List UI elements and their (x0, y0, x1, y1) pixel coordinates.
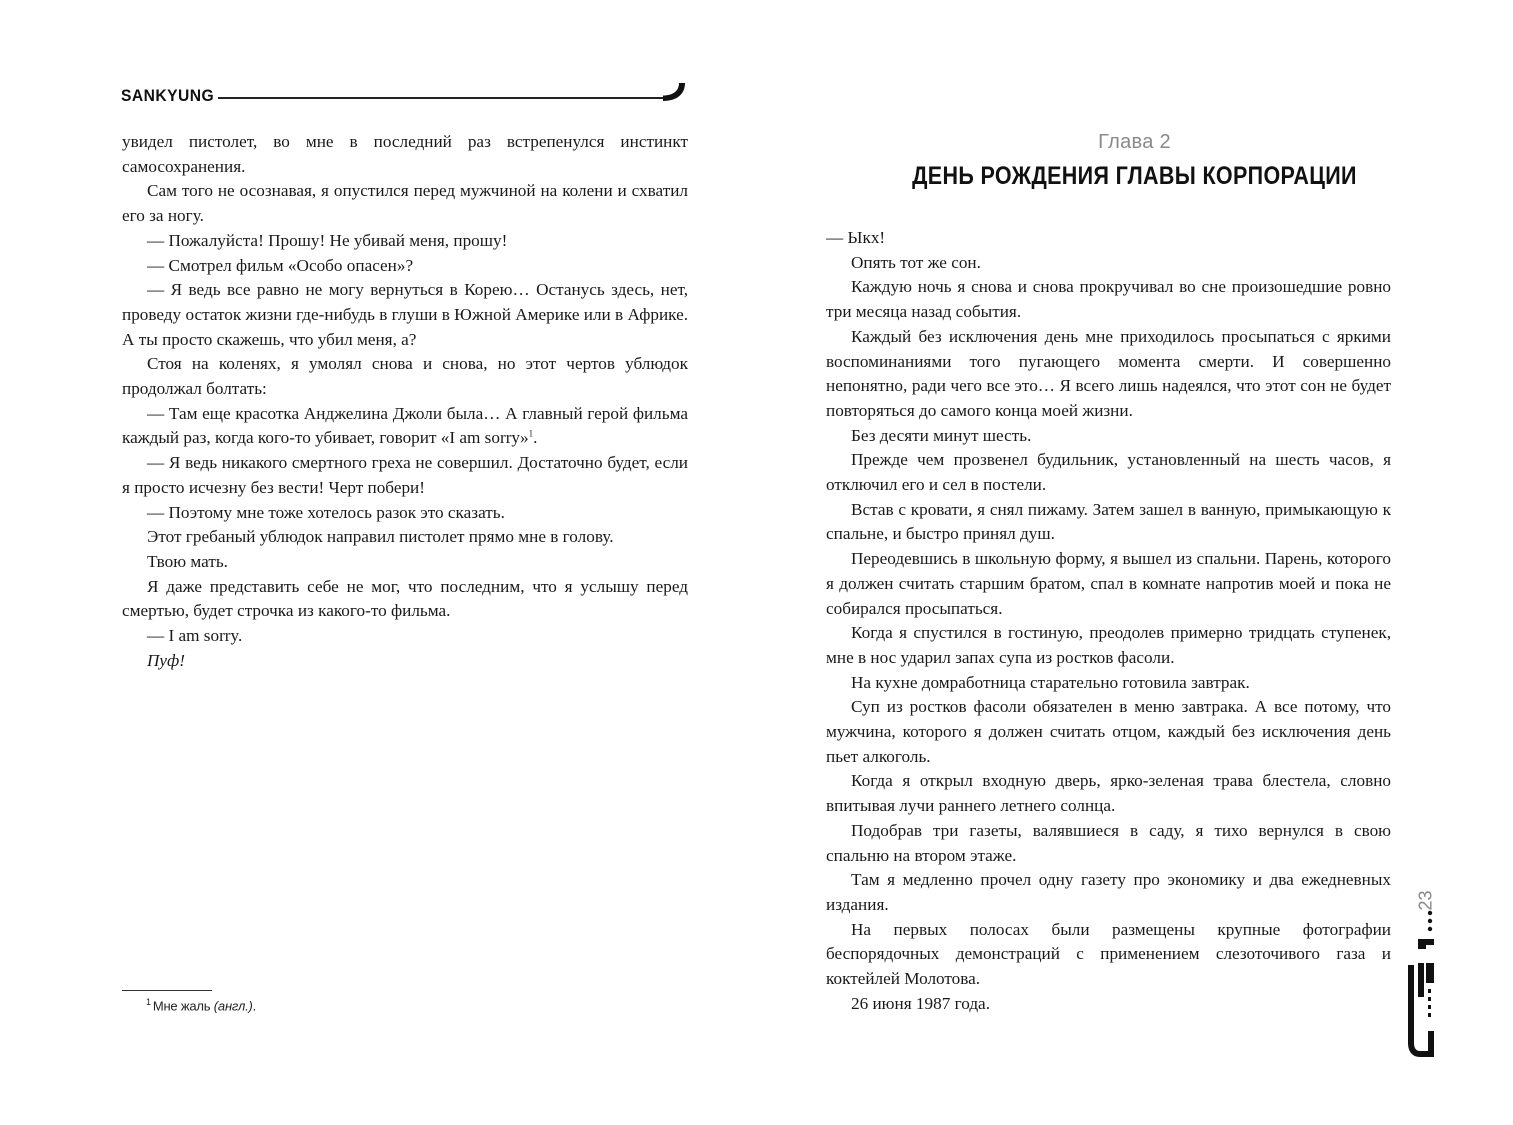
paragraph: Подобрав три газеты, валявшиеся в саду, я тихо вернулся в свою спальню на втором этаже. (826, 820, 1391, 865)
footnote-italic: (англ.) (213, 998, 253, 1014)
paragraph: — Поэтому мне тоже хотелось разок это сказать. (147, 502, 505, 522)
paragraph-text: — Там еще красотка Анджелина Джоли была… А главный герой фильма каждый раз, когда кого-то убивает, говорит «I am sorry» (122, 403, 688, 448)
right-page (756, 0, 1513, 1125)
paragraph: Каждый без исключения день мне приходилось просыпаться с яркими воспоминаниями того пугающего момента смерти. И совершенно непонятно, ради чего все это… Я всего лишь надеялся, что этот сон не будет повторяться до самого конца моей жизни. (826, 326, 1391, 420)
paragraph: На кухне домработница старательно готовила завтрак. (851, 672, 1250, 692)
paragraph-end: . (533, 428, 538, 448)
left-page (0, 0, 756, 1125)
footnote-text: Мне жаль (152, 998, 211, 1014)
paragraph: Стоя на коленях, я умолял снова и снова, но этот чертов ублюдок продолжал болтать: (122, 354, 688, 399)
paragraph: 26 июня 1987 года. (851, 993, 990, 1013)
chapter-label: Глава 2 (1098, 131, 1171, 153)
paragraph: Прежде чем прозвенел будильник, установленный на шесть часов, я отключил его и сел в постели. (826, 450, 1391, 495)
running-head-author: SANKYUNG (121, 86, 215, 105)
paragraph-with-footnote (122, 402, 688, 451)
paragraph: увидел пистолет, во мне в последний раз встрепенулся инстинкт самосохранения. (122, 132, 688, 176)
paragraph: Без десяти минут шесть. (851, 425, 1032, 445)
footnote-end: . (252, 998, 257, 1014)
footnote-rule (122, 990, 212, 991)
right-body-text (826, 226, 1391, 1017)
paragraph: Сам того не осознавая, я опустился перед мужчиной на колени и схватил его за ногу. (122, 181, 688, 226)
hook-ornament-icon (659, 82, 689, 108)
paragraph: Каждую ночь я снова и снова прокручивал во сне произошедшие ровно три месяца назад события. (826, 277, 1391, 322)
paragraph: Опять тот же сон. (851, 252, 981, 272)
paragraph: Твою мать. (147, 551, 228, 571)
footnote-number: 1 (146, 997, 151, 1007)
paragraph: — Я ведь никакого смертного греха не совершил. Достаточно будет, если я просто исчезну без вести! Черт побери! (122, 453, 688, 497)
running-head-rule (218, 97, 666, 99)
paragraph: — Ыкх! (826, 228, 886, 247)
paragraph: — Я ведь все равно не могу вернуться в Корею… Останусь здесь, нет, проведу остаток жизни где-нибудь в глуши в Южной Америке или в Африке. А ты просто скажешь, что убил меня, а? (122, 280, 688, 349)
chapter-title: ДЕНЬ РОЖДЕНИЯ ГЛАВЫ КОРПОРАЦИИ (912, 162, 1357, 190)
paragraph: — I am sorry. (147, 626, 243, 646)
paragraph: Когда я спустился в гостиную, преодолев примерно тридцать ступенек, мне в нос ударил запах супа из ростков фасоли. (826, 623, 1391, 667)
running-head (121, 82, 691, 112)
paragraph-italic: Пуф! (147, 650, 185, 670)
paragraph: Суп из ростков фасоли обязателен в меню завтрака. А все потому, что мужчина, которого я должен считать отцом, каждый без исключения день пьет алкоголь. (826, 697, 1391, 766)
paragraph: — Пожалуйста! Прошу! Не убивай меня, прошу! (147, 230, 508, 250)
footnote (146, 997, 256, 1013)
page-ornament-icon (1406, 905, 1442, 1065)
footnote-reference[interactable]: 1 (528, 428, 534, 439)
paragraph: — Смотрел фильм «Особо опасен»? (147, 255, 414, 275)
paragraph: Там я медленно прочел одну газету про экономику и два ежедневных издания. (826, 870, 1391, 914)
page-number-text: 23 (1415, 890, 1436, 911)
paragraph: Я даже представить себе не мог, что последним, что я услышу перед смертью, будет строчка из какого-то фильма. (122, 576, 688, 621)
paragraph: Этот гребаный ублюдок направил пистолет прямо мне в голову. (147, 527, 614, 547)
paragraph: На первых полосах были размещены крупные фотографии беспорядочных демонстраций с применением слезоточивого газа и коктейлей Молотова. (826, 919, 1391, 989)
paragraph: Переодевшись в школьную форму, я вышел из спальни. Парень, которого я должен считать старшим братом, спал в комнате напротив моей и пока не собирался просыпаться. (826, 549, 1391, 618)
paragraph: Встав с кровати, я снял пижаму. Затем зашел в ванную, примыкающую к спальне, и быстро принял душ. (826, 499, 1391, 544)
paragraph: Когда я открыл входную дверь, ярко-зеленая трава блестела, словно впитывая лучи раннего летнего солнца. (826, 771, 1391, 816)
left-body-text (122, 130, 688, 673)
